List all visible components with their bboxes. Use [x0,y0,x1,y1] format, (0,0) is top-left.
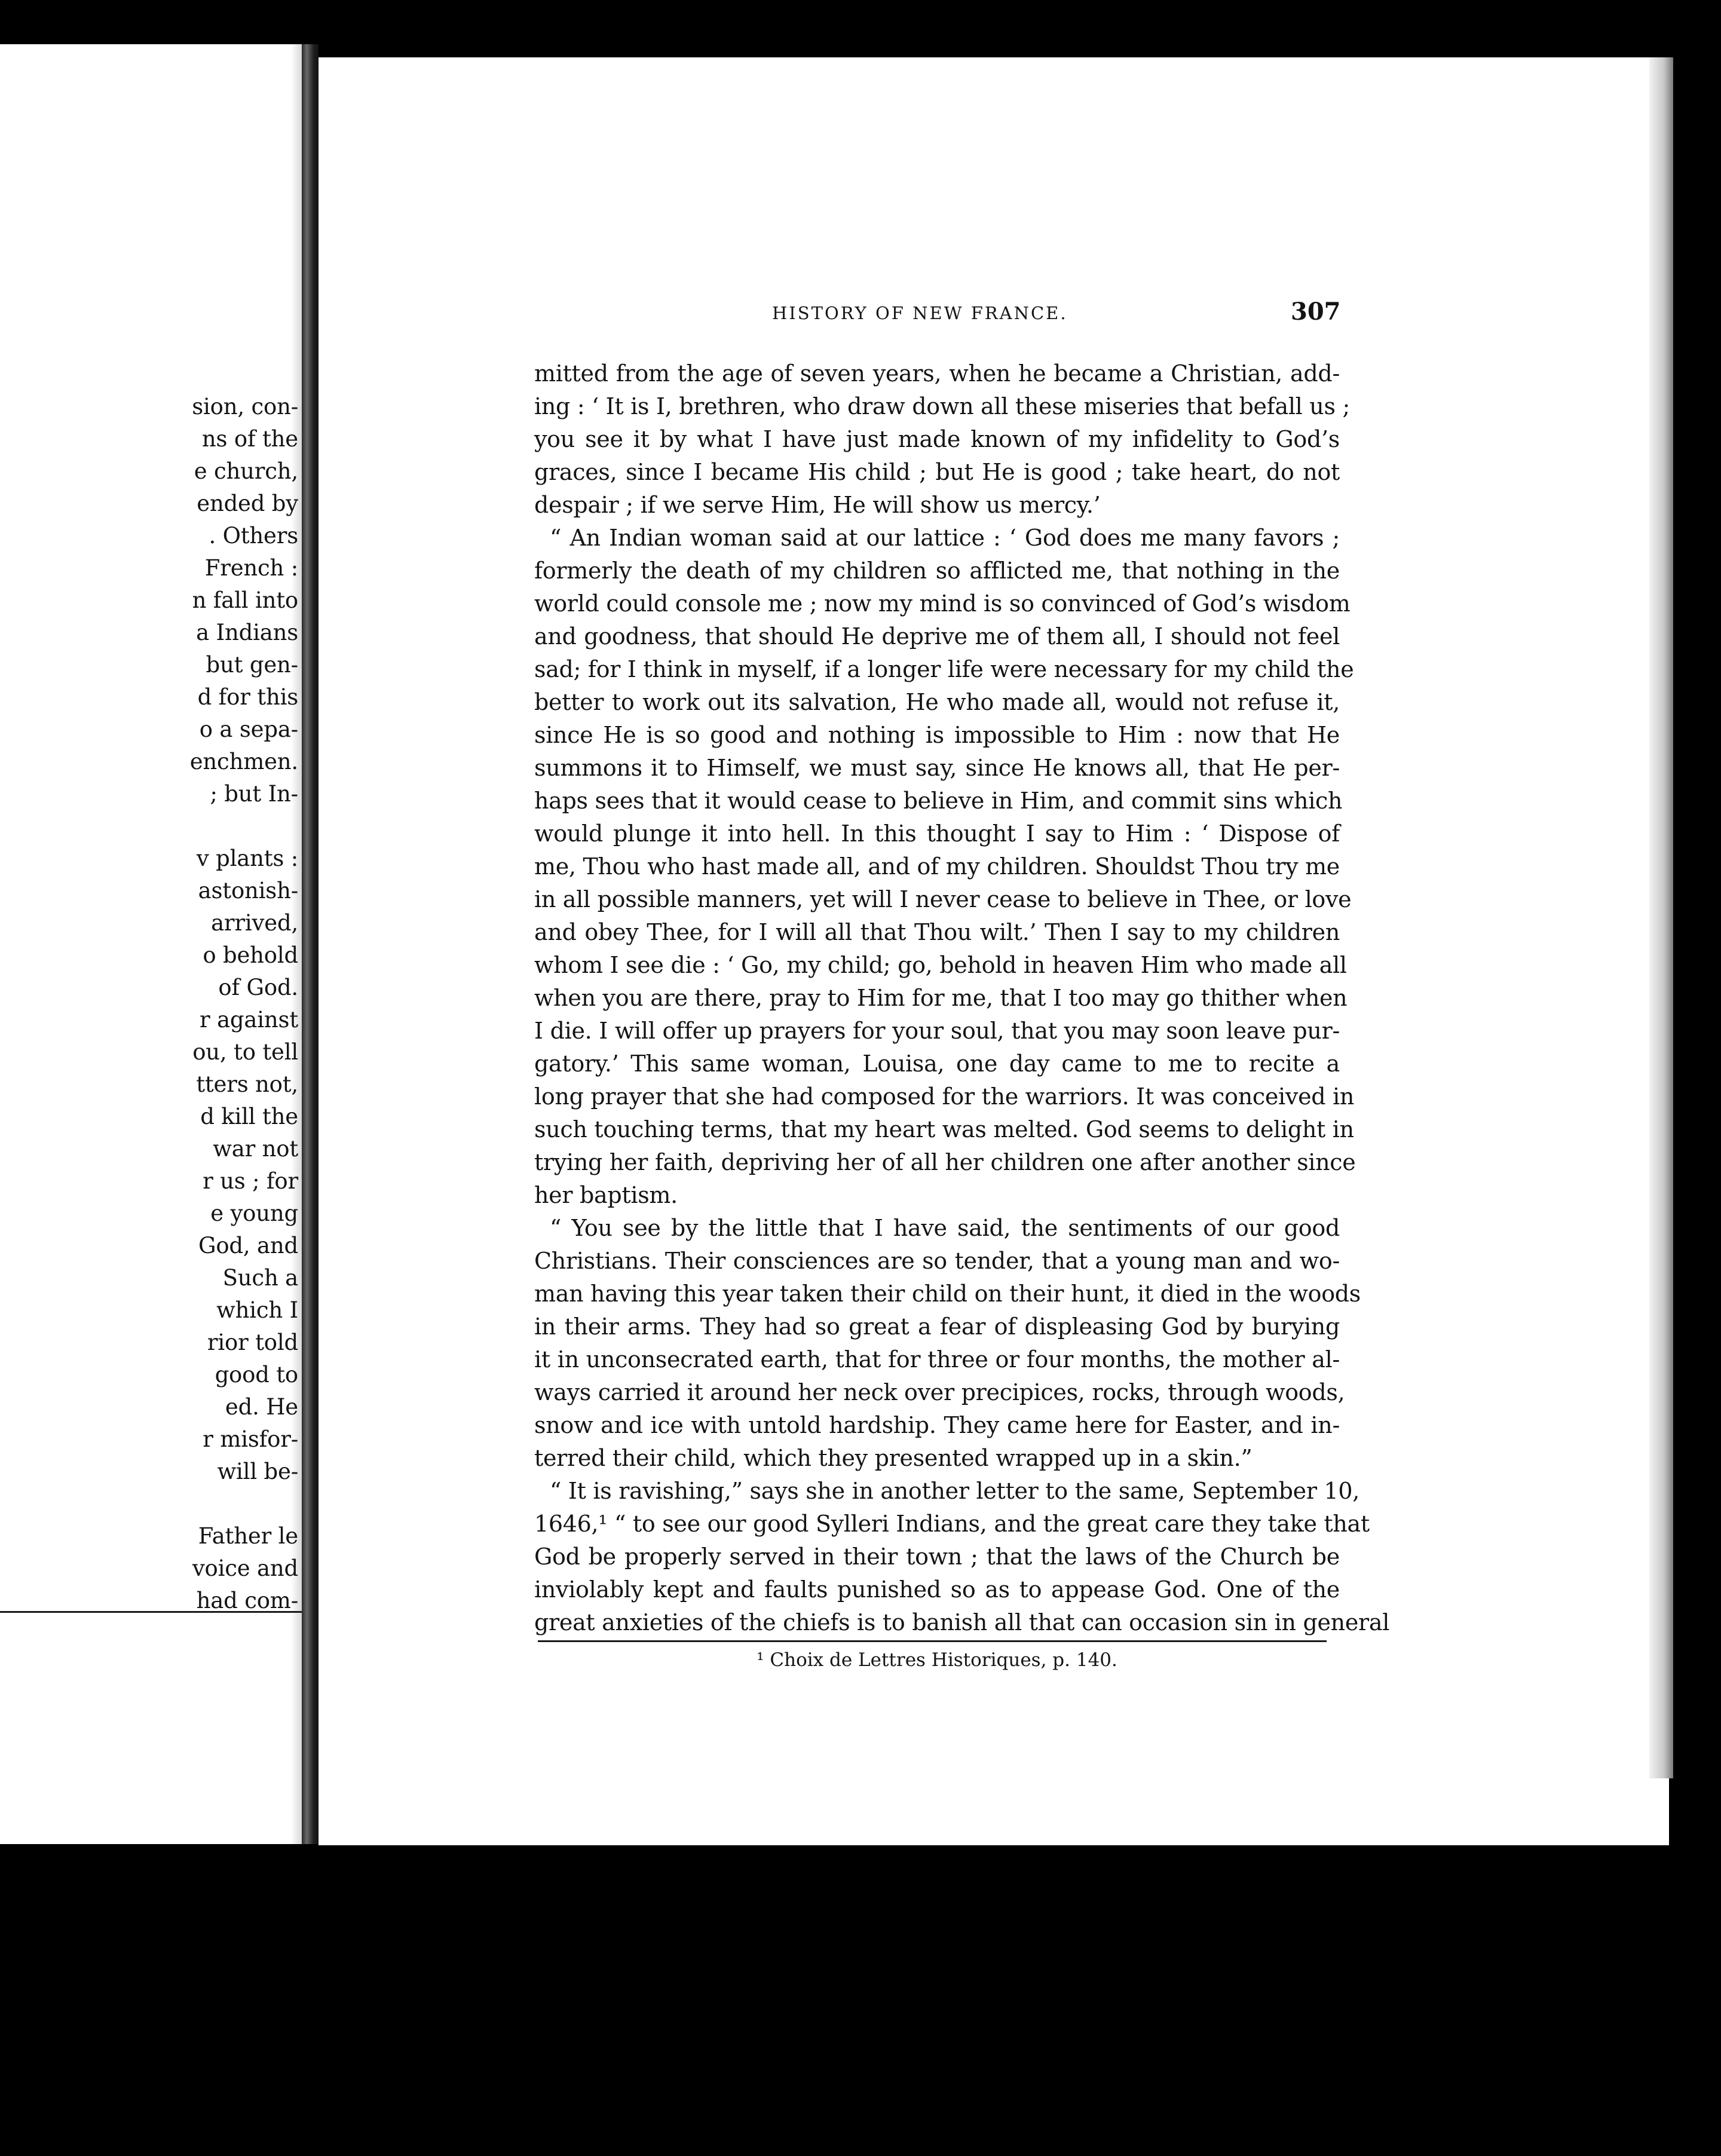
text-line: “ An Indian woman said at our lattice : ‘ God does me many favors ; [550,525,1340,551]
text-line: and obey Thee, for I will all that Thou wilt.’ Then I say to my children [534,919,1340,945]
text-line: in all possible manners, yet will I never cease to believe in Thee, or love [534,886,1352,912]
left-page-line: r misfor- [203,1426,298,1452]
footnote: ¹ Choix de Lettres Historiques, p. 140. [757,1649,1117,1671]
body-text [534,357,1390,1639]
text-line: her baptism. [534,1182,678,1208]
left-page-line: tters not, [196,1071,298,1097]
text-line: 1646,¹ “ to see our good Sylleri Indians, and the great care they take that [534,1511,1370,1537]
left-page-line: ended by [197,491,298,516]
text-line: such touching terms, that my heart was melted. God seems to delight in [534,1116,1354,1143]
left-page-line: . Others [209,523,298,549]
left-page-rule [0,1611,302,1613]
text-line: formerly the death of my children so afflicted me, that nothing in the [534,558,1340,584]
left-page-line: ns of the [201,426,298,452]
text-line: trying her faith, depriving her of all her children one after another since [534,1149,1356,1175]
left-page-line: war not [213,1136,298,1162]
text-line: “ You see by the little that I have said, the sentiments of our good [550,1215,1340,1241]
left-page-line: d for this [197,684,298,710]
page-number: 307 [1291,298,1341,326]
left-page-line: ; but In- [210,781,298,807]
text-line: better to work out its salvation, He who made all, would not refuse it, [534,689,1340,715]
left-page-line: n fall into [192,587,298,613]
text-line: summons it to Himself, we must say, since He knows all, that He per- [534,755,1340,781]
left-page-line: which I [216,1297,298,1323]
left-page-line: but gen- [206,652,298,678]
left-page-line: o behold [203,942,298,968]
text-line: sad; for I think in myself, if a longer life were necessary for my child the [534,656,1354,682]
text-line: snow and ice with untold hardship. They came here for Easter, and in- [534,1412,1340,1438]
right-page-edge [1649,57,1673,1778]
left-page-line: sion, con- [192,394,298,419]
left-page-line: e young [210,1200,298,1226]
text-line: haps sees that it would cease to believe in Him, and commit sins which [534,788,1343,814]
footnote-rule [538,1640,1327,1642]
text-line: when you are there, pray to Him for me, that I too may go thither when [534,985,1348,1011]
left-page-line: r against [200,1007,298,1033]
text-line: you see it by what I have just made known of my infidelity to God’s [534,426,1340,452]
text-line: “ It is ravishing,” says she in another letter to the same, September 10, [550,1478,1360,1504]
left-page-line: of God. [218,975,298,1000]
left-page-line: good to [215,1362,298,1388]
text-line: ing : ‘ It is I, brethren, who draw down all these miseries that befall us ; [534,393,1350,419]
text-line: in their arms. They had so great a fear of displeasing God by burying [534,1313,1340,1340]
text-line: inviolably kept and faults punished so as to appease God. One of the [534,1576,1340,1603]
text-line: it in unconsecrated earth, that for three or four months, the mother al- [534,1346,1340,1373]
text-line: Christians. Their consciences are so tender, that a young man and wo- [534,1248,1340,1274]
text-line: would plunge it into hell. In this thought I say to Him : ‘ Dispose of [534,820,1340,847]
text-line: despair ; if we serve Him, He will show us mercy.’ [534,492,1101,518]
left-page-line: will be- [217,1459,298,1484]
left-page-line: Father le [198,1523,298,1549]
text-line: long prayer that she had composed for the warriors. It was conceived in [534,1083,1355,1110]
left-page-line: astonish- [198,878,298,904]
left-page-line: enchmen. [189,749,298,774]
text-line: I die. I will offer up prayers for your soul, that you may soon leave pur- [534,1018,1340,1044]
text-line: since He is so good and nothing is impossible to Him : now that He [534,722,1340,748]
left-page-line: d kill the [200,1104,298,1129]
text-line: great anxieties of the chiefs is to banish all that can occasion sin in general [534,1609,1390,1636]
left-page-line: rior told [207,1330,298,1355]
left-page-line: o a sepa- [199,716,298,742]
left-page-line: Such a [222,1265,298,1291]
left-page-line: ed. He [225,1394,298,1420]
left-page-line: had com- [196,1588,298,1613]
text-line: whom I see die : ‘ Go, my child; go, behold in heaven Him who made all [534,952,1347,978]
left-page-line: arrived, [211,910,298,936]
book-gutter [302,44,319,1844]
left-page-line: r us ; for [203,1168,298,1194]
text-line: gatory.’ This same woman, Louisa, one day came to me to recite a [534,1051,1340,1077]
text-line: and goodness, that should He deprive me of them all, I should not feel [534,623,1340,650]
left-page-line: ou, to tell [192,1039,298,1065]
text-line: mitted from the age of seven years, when he became a Christian, add- [534,360,1340,387]
text-line: ways carried it around her neck over precipices, rocks, through woods, [534,1379,1345,1405]
left-page-line: a Indians [196,620,298,645]
text-line: God be properly served in their town ; that the laws of the Church be [534,1544,1340,1570]
left-page-line: voice and [192,1555,298,1581]
left-page-line: French : [204,555,298,581]
text-line: me, Thou who hast made all, and of my children. Shouldst Thou try me [534,853,1340,880]
text-line: terred their child, which they presented wrapped up in a skin.” [534,1445,1253,1471]
left-page-line: v plants : [196,846,298,871]
running-head: HISTORY OF NEW FRANCE. [772,303,1068,323]
left-page-line: e church, [194,458,298,484]
text-line: world could console me ; now my mind is so convinced of God’s wisdom [534,590,1351,617]
left-page [0,44,303,1844]
left-page-line: God, and [198,1233,298,1258]
text-line: graces, since I became His child ; but He is good ; take heart, do not [534,459,1340,485]
text-line: man having this year taken their child on their hunt, it died in the woods [534,1281,1361,1307]
